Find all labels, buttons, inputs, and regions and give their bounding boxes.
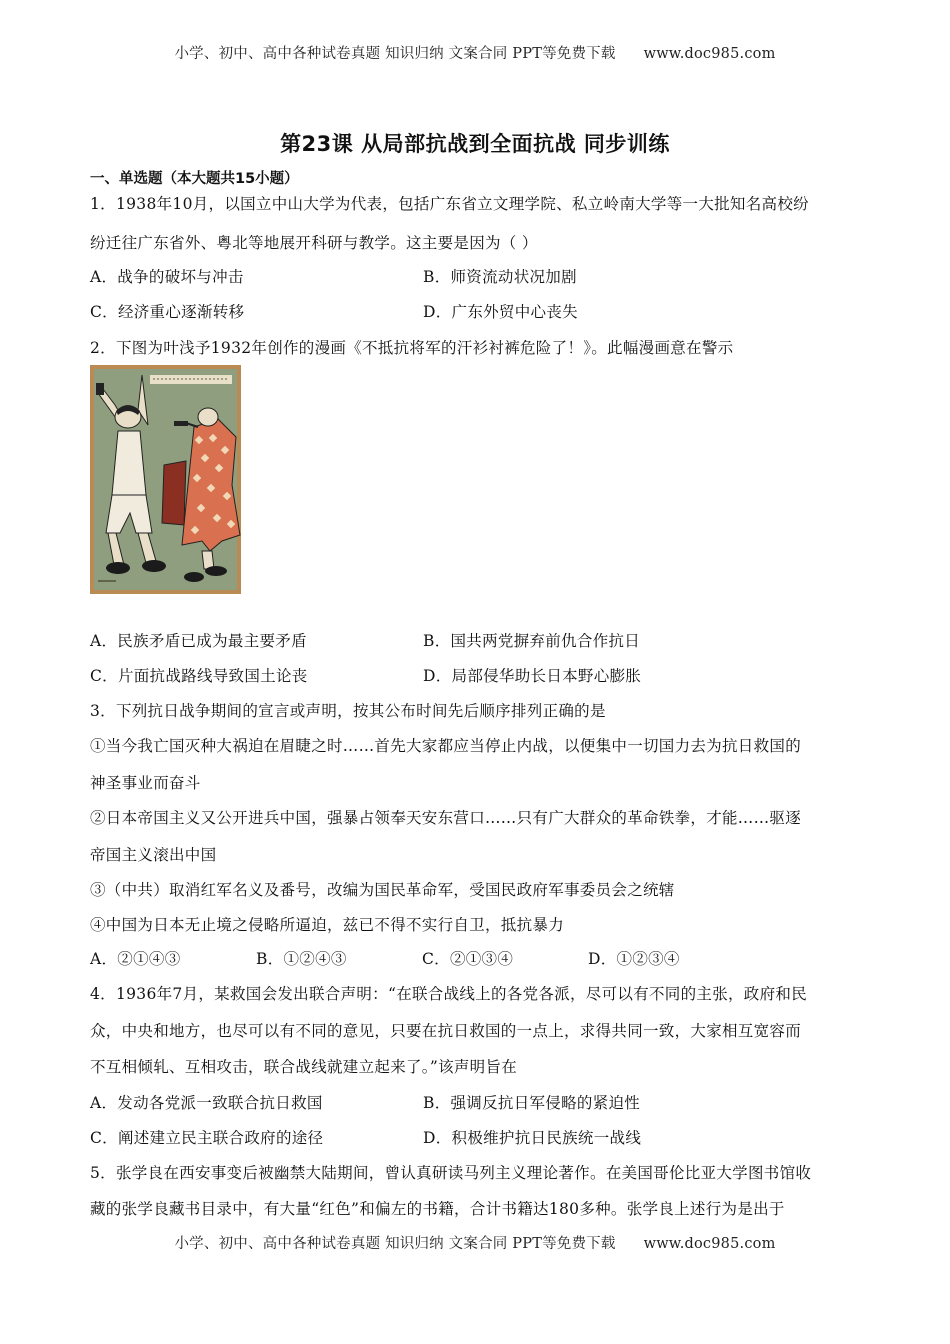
- q1-stem-line1: 1．1938年10月，以国立中山大学为代表，包括广东省立文理学院、私立岭南大学等一大批知名高校纷: [90, 195, 809, 213]
- q3-option-a[interactable]: A．②①④③: [90, 950, 181, 968]
- q3-option-b[interactable]: B．①②④③: [256, 950, 347, 968]
- page-header: [0, 42, 950, 63]
- q2-option-a[interactable]: A．民族矛盾已成为最主要矛盾: [90, 632, 307, 650]
- q1-option-d[interactable]: D．广东外贸中心丧失: [423, 303, 578, 321]
- cartoon-shoe-right: [142, 560, 166, 572]
- q4-stem-line1: 4．1936年7月，某救国会发出联合声明：“在联合战线上的各党各派，尽可以有不同的主张，政府和民: [90, 985, 807, 1003]
- header-url[interactable]: www.doc985.com: [643, 46, 776, 62]
- q1-option-a[interactable]: A．战争的破坏与冲击: [90, 268, 244, 286]
- page-footer: [0, 1232, 950, 1253]
- q3-statement-4: ④中国为日本无止境之侵略所逼迫，兹已不得不实行自卫，抵抗暴力: [90, 916, 565, 934]
- q4-option-a[interactable]: A．发动各党派一致联合抗日救国: [90, 1094, 323, 1112]
- q4-option-b[interactable]: B．强调反抗日军侵略的紧迫性: [423, 1094, 641, 1112]
- footer-url[interactable]: www.doc985.com: [643, 1236, 776, 1252]
- q1-stem-line2: 纷迁往广东省外、粤北等地展开科研与教学。这主要是因为（ ）: [90, 234, 538, 252]
- q3-option-c[interactable]: C．②①③④: [422, 950, 514, 968]
- q5-stem-line1: 5．张学良在西安事变后被幽禁大陆期间，曾认真研读马列主义理论著作。在美国哥伦比亚大学图书馆收: [90, 1164, 812, 1182]
- q1-option-c[interactable]: C．经济重心逐渐转移: [90, 303, 245, 321]
- q5-stem-line2: 藏的张学良藏书目录中，有大量“红色”和偏左的书籍，合计书籍达180多种。张学良上述行为是出于: [90, 1200, 785, 1218]
- q2-option-d[interactable]: D．局部侵华助长日本野心膨胀: [423, 667, 642, 685]
- cartoon-undershirt: [112, 431, 146, 495]
- q3-statement-1-line1: ①当今我亡国灭种大祸迫在眉睫之时……首先大家都应当停止内战，以便集中一切国力去为抗日救国的: [90, 737, 802, 755]
- cartoon-geta-right: [205, 566, 227, 576]
- header-text: 小学、初中、高中各种试卷真题 知识归纳 文案合同 PPT等免费下载: [174, 46, 616, 62]
- q3-statement-3: ③（中共）取消红军名义及番号，改编为国民革命军，受国民政府军事委员会之统辖: [90, 881, 675, 899]
- cartoon-shoe-left: [106, 562, 130, 574]
- section-heading: 一、单选题（本大题共15小题）: [90, 171, 299, 187]
- cartoon-geta-left: [184, 572, 204, 582]
- cartoon-head-right: [198, 408, 218, 426]
- cartoon-image: [90, 365, 241, 594]
- cartoon-stolen-garment: [162, 461, 186, 525]
- q2-option-c[interactable]: C．片面抗战路线导致国土论丧: [90, 667, 308, 685]
- page-title: 第23课 从局部抗战到全面抗战 同步训练: [280, 132, 670, 156]
- q4-option-c[interactable]: C．阐述建立民主联合政府的途径: [90, 1129, 324, 1147]
- cartoon-leg-rear: [202, 551, 214, 569]
- cartoon-pistol-left: [96, 383, 104, 395]
- q3-statement-2-line2: 帝国主义滚出中国: [90, 846, 217, 864]
- q1-option-b[interactable]: B．师资流动状况加剧: [423, 268, 577, 286]
- footer-text: 小学、初中、高中各种试卷真题 知识归纳 文案合同 PPT等免费下载: [174, 1236, 616, 1252]
- q3-statement-1-line2: 神圣事业而奋斗: [90, 774, 201, 792]
- q3-stem-line1: 3．下列抗日战争期间的宣言或声明，按其公布时间先后顺序排列正确的是: [90, 702, 606, 720]
- q3-statement-2-line1: ②日本帝国主义又公开进兵中国，强暴占领奉天安东营口……只有广大群众的革命铁拳，才能……驱逐: [90, 809, 802, 827]
- q2-stem-line1: 2．下图为叶浅予1932年创作的漫画《不抵抗将军的汗衫衬裤危险了！》。此幅漫画意在警示: [90, 339, 734, 357]
- q4-stem-line2: 众，中央和地方，也尽可以有不同的意见，只要在抗日救国的一点上，求得共同一致，大家相互宽容而: [90, 1022, 802, 1040]
- q2-option-b[interactable]: B．国共两党摒弃前仇合作抗日: [423, 632, 641, 650]
- q4-stem-line3: 不互相倾轧、互相攻击，联合战线就建立起来了。”该声明旨在: [90, 1058, 518, 1076]
- cartoon-caption-strip: [150, 375, 232, 384]
- q4-option-d[interactable]: D．积极维护抗日民族统一战线: [423, 1129, 642, 1147]
- q3-option-d[interactable]: D．①②③④: [588, 950, 680, 968]
